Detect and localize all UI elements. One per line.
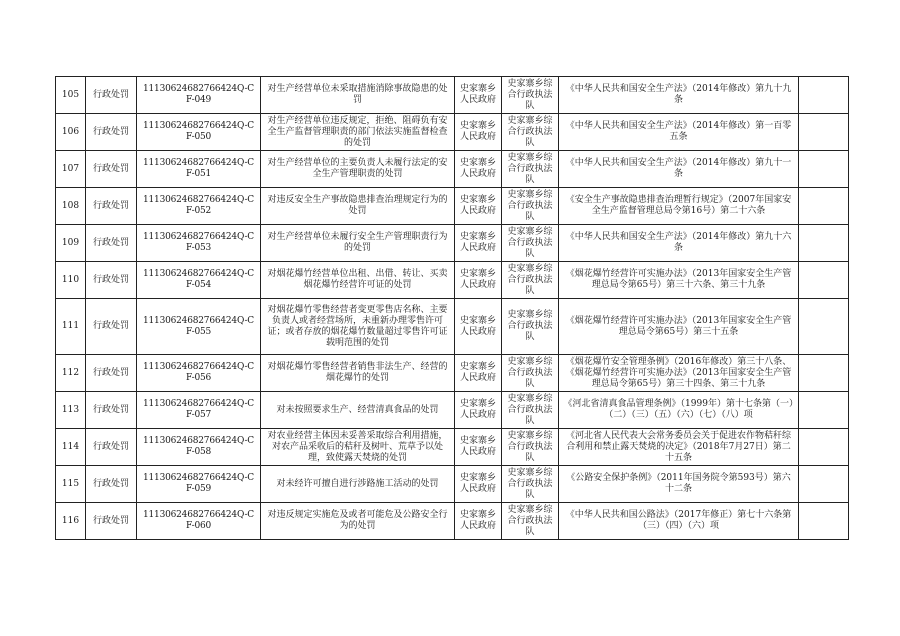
legal-basis: 《烟花爆竹经营许可实施办法》（2013年国家安全生产管理总局令第65号）第三十六条、第三十九条 — [559, 262, 799, 299]
implementing-body: 史家寨乡人民政府 — [455, 188, 502, 225]
implementing-body: 史家寨乡人民政府 — [455, 503, 502, 540]
power-code: 11130624682766424Q-CF-057 — [137, 392, 261, 429]
table-row — [56, 299, 849, 355]
row-number: 109 — [56, 225, 86, 262]
implementing-body: 史家寨乡人民政府 — [455, 429, 502, 466]
power-code: 11130624682766424Q-CF-054 — [137, 262, 261, 299]
legal-basis: 《中华人民共和国公路法》（2017年修正）第七十六条第（三）（四）（六）项 — [559, 503, 799, 540]
power-code: 11130624682766424Q-CF-051 — [137, 151, 261, 188]
power-type: 行政处罚 — [86, 466, 137, 503]
remark — [799, 299, 849, 355]
row-number: 116 — [56, 503, 86, 540]
implementing-body: 史家寨乡人民政府 — [455, 262, 502, 299]
row-number: 108 — [56, 188, 86, 225]
legal-basis: 《烟花爆竹经营许可实施办法》（2013年国家安全生产管理总局令第65号）第三十五条 — [559, 299, 799, 355]
power-type: 行政处罚 — [86, 262, 137, 299]
legal-basis: 《公路安全保护条例》（2011年国务院令第593号）第六十二条 — [559, 466, 799, 503]
remark — [799, 262, 849, 299]
power-type: 行政处罚 — [86, 392, 137, 429]
table-row — [56, 114, 849, 151]
power-name: 对违反安全生产事故隐患排查治理规定行为的处罚 — [261, 188, 455, 225]
power-name: 对生产经营单位的主要负责人未履行法定的安全生产管理职责的处罚 — [261, 151, 455, 188]
power-name: 对未按照要求生产、经营清真食品的处罚 — [261, 392, 455, 429]
power-name: 对生产经营单位未履行安全生产管理职责行为的处罚 — [261, 225, 455, 262]
power-name: 对烟花爆竹零售经营者销售非法生产、经营的烟花爆竹的处罚 — [261, 355, 455, 392]
row-number: 114 — [56, 429, 86, 466]
power-code: 11130624682766424Q-CF-049 — [137, 77, 261, 114]
executing-body: 史家寨乡综合行政执法队 — [502, 466, 559, 503]
implementing-body: 史家寨乡人民政府 — [455, 466, 502, 503]
legal-basis: 《中华人民共和国安全生产法》（2014年修改）第九十九条 — [559, 77, 799, 114]
legal-basis: 《中华人民共和国安全生产法》（2014年修改）第一百零五条 — [559, 114, 799, 151]
table-row — [56, 466, 849, 503]
power-code: 11130624682766424Q-CF-060 — [137, 503, 261, 540]
remark — [799, 77, 849, 114]
legal-basis: 《河北省清真食品管理条例》（1999年）第十七条第（一）（二）（三）（五）（六）（七）（八）项 — [559, 392, 799, 429]
executing-body: 史家寨乡综合行政执法队 — [502, 188, 559, 225]
table-row — [56, 188, 849, 225]
power-name: 对未经许可擅自进行涉路施工活动的处罚 — [261, 466, 455, 503]
table-row — [56, 503, 849, 540]
remark — [799, 225, 849, 262]
row-number: 105 — [56, 77, 86, 114]
executing-body: 史家寨乡综合行政执法队 — [502, 225, 559, 262]
implementing-body: 史家寨乡人民政府 — [455, 299, 502, 355]
power-code: 11130624682766424Q-CF-058 — [137, 429, 261, 466]
executing-body: 史家寨乡综合行政执法队 — [502, 355, 559, 392]
table-row — [56, 429, 849, 466]
remark — [799, 355, 849, 392]
power-type: 行政处罚 — [86, 429, 137, 466]
table-row — [56, 151, 849, 188]
row-number: 113 — [56, 392, 86, 429]
power-code: 11130624682766424Q-CF-053 — [137, 225, 261, 262]
implementing-body: 史家寨乡人民政府 — [455, 225, 502, 262]
row-number: 115 — [56, 466, 86, 503]
remark — [799, 466, 849, 503]
implementing-body: 史家寨乡人民政府 — [455, 77, 502, 114]
executing-body: 史家寨乡综合行政执法队 — [502, 151, 559, 188]
penalty-list-table — [55, 76, 849, 540]
executing-body: 史家寨乡综合行政执法队 — [502, 503, 559, 540]
legal-basis: 《烟花爆竹安全管理条例》（2016年修改）第三十八条、《烟花爆竹经营许可实施办法》（2013年国家安全生产管理总局令第65号）第三十四条、第三十九条 — [559, 355, 799, 392]
power-type: 行政处罚 — [86, 151, 137, 188]
remark — [799, 429, 849, 466]
table-row — [56, 355, 849, 392]
executing-body: 史家寨乡综合行政执法队 — [502, 77, 559, 114]
executing-body: 史家寨乡综合行政执法队 — [502, 262, 559, 299]
remark — [799, 392, 849, 429]
power-code: 11130624682766424Q-CF-052 — [137, 188, 261, 225]
executing-body: 史家寨乡综合行政执法队 — [502, 299, 559, 355]
legal-basis: 《河北省人民代表大会常务委员会关于促进农作物秸秆综合利用和禁止露天焚烧的决定》（2018年7月27日）第二十五条 — [559, 429, 799, 466]
power-code: 11130624682766424Q-CF-056 — [137, 355, 261, 392]
remark — [799, 114, 849, 151]
remark — [799, 151, 849, 188]
row-number: 111 — [56, 299, 86, 355]
executing-body: 史家寨乡综合行政执法队 — [502, 114, 559, 151]
implementing-body: 史家寨乡人民政府 — [455, 355, 502, 392]
executing-body: 史家寨乡综合行政执法队 — [502, 429, 559, 466]
power-type: 行政处罚 — [86, 114, 137, 151]
executing-body: 史家寨乡综合行政执法队 — [502, 392, 559, 429]
table-body — [56, 77, 849, 540]
power-name: 对违反规定实施危及或者可能危及公路安全行为的处罚 — [261, 503, 455, 540]
implementing-body: 史家寨乡人民政府 — [455, 114, 502, 151]
remark — [799, 188, 849, 225]
power-type: 行政处罚 — [86, 299, 137, 355]
power-type: 行政处罚 — [86, 77, 137, 114]
row-number: 106 — [56, 114, 86, 151]
power-code: 11130624682766424Q-CF-059 — [137, 466, 261, 503]
remark — [799, 503, 849, 540]
power-type: 行政处罚 — [86, 503, 137, 540]
table-row — [56, 77, 849, 114]
table-row — [56, 262, 849, 299]
row-number: 112 — [56, 355, 86, 392]
power-name: 对烟花爆竹经营单位出租、出借、转让、买卖烟花爆竹经营许可证的处罚 — [261, 262, 455, 299]
power-type: 行政处罚 — [86, 355, 137, 392]
table-row — [56, 225, 849, 262]
power-type: 行政处罚 — [86, 225, 137, 262]
legal-basis: 《中华人民共和国安全生产法》（2014年修改）第九十六条 — [559, 225, 799, 262]
power-code: 11130624682766424Q-CF-055 — [137, 299, 261, 355]
implementing-body: 史家寨乡人民政府 — [455, 151, 502, 188]
power-name: 对生产经营单位违反规定，拒绝、阻碍负有安全生产监督管理职责的部门依法实施监督检查的处罚 — [261, 114, 455, 151]
power-type: 行政处罚 — [86, 188, 137, 225]
power-name: 对农业经营主体因未妥善采取综合利用措施，对农产品采收后的秸秆及树叶、荒草予以处理，致使露天焚烧的处罚 — [261, 429, 455, 466]
row-number: 110 — [56, 262, 86, 299]
row-number: 107 — [56, 151, 86, 188]
legal-basis: 《安全生产事故隐患排查治理暂行规定》（2007年国家安全生产监督管理总局令第16号）第二十六条 — [559, 188, 799, 225]
implementing-body: 史家寨乡人民政府 — [455, 392, 502, 429]
table-row — [56, 392, 849, 429]
power-name: 对烟花爆竹零售经营者变更零售店名称、主要负责人或者经营场所，未重新办理零售许可证；或者存放的烟花爆竹数量超过零售许可证载明范围的处罚 — [261, 299, 455, 355]
power-name: 对生产经营单位未采取措施消除事故隐患的处罚 — [261, 77, 455, 114]
legal-basis: 《中华人民共和国安全生产法》（2014年修改）第九十一条 — [559, 151, 799, 188]
power-code: 11130624682766424Q-CF-050 — [137, 114, 261, 151]
